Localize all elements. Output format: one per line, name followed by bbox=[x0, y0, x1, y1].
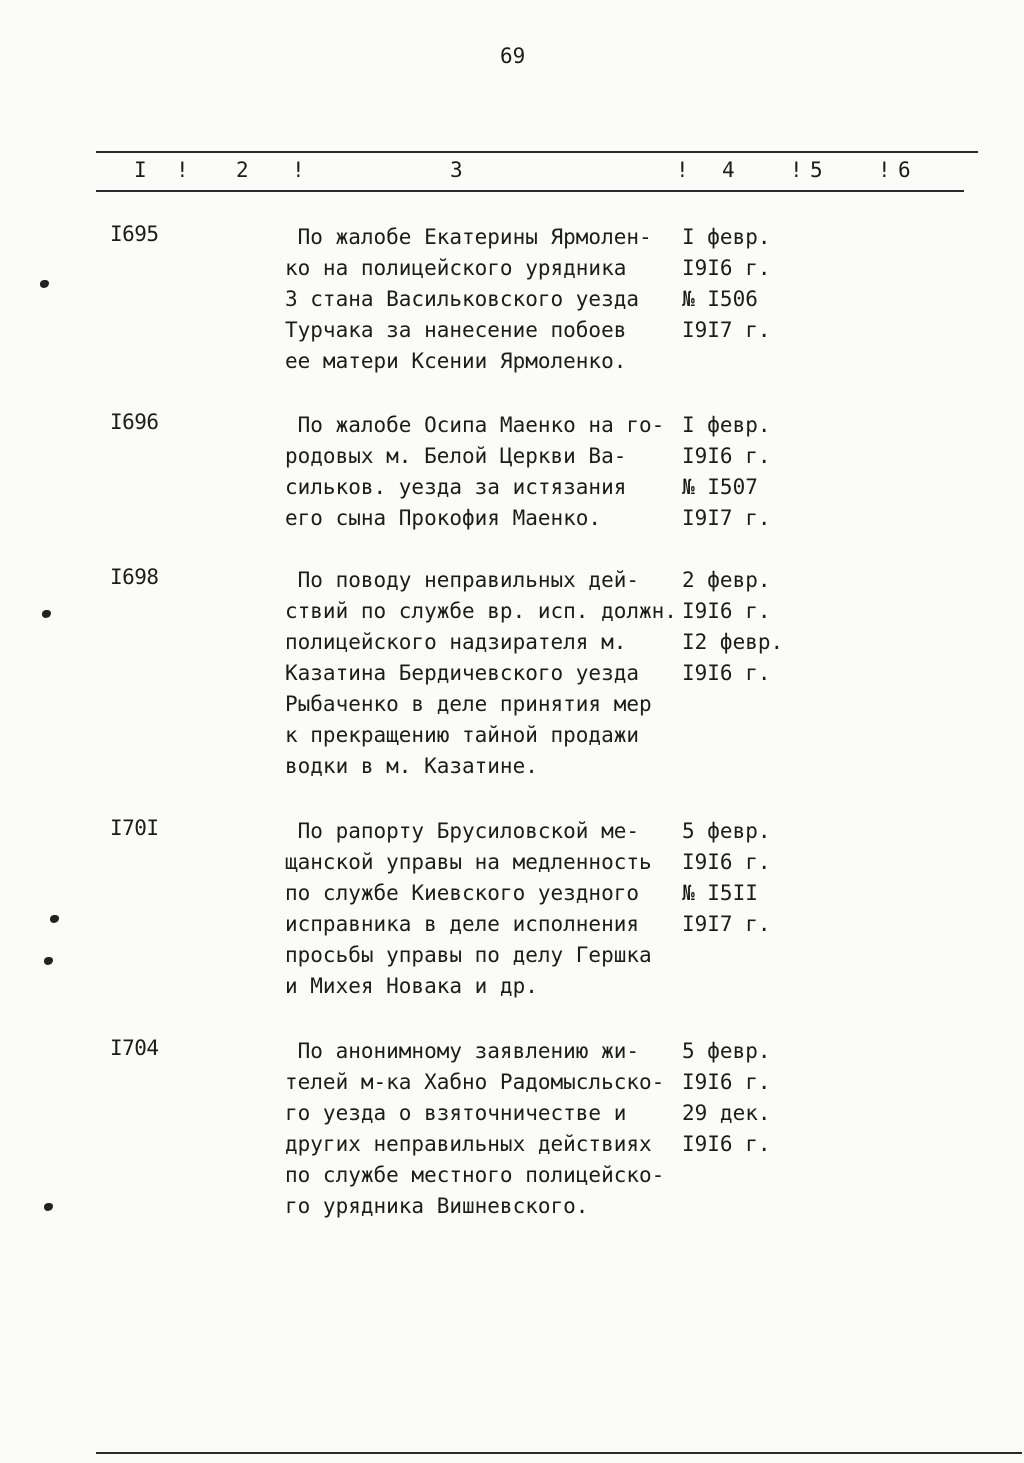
description-line: просьбы управы по делу Гершка bbox=[285, 943, 652, 967]
entry-description bbox=[285, 222, 675, 377]
description-line: родовых м. Белой Церкви Ва- bbox=[285, 444, 627, 468]
column-header-2: 2 bbox=[236, 158, 249, 182]
date-line: I9I7 г. bbox=[682, 912, 771, 936]
date-line: I9I7 г. bbox=[682, 318, 771, 342]
description-line: ко на полицейского урядника bbox=[285, 256, 627, 280]
entry-dates bbox=[682, 565, 792, 689]
date-line: № I5II bbox=[682, 881, 758, 905]
column-separator: ! bbox=[292, 158, 305, 182]
entry-dates bbox=[682, 816, 792, 940]
column-separator: ! bbox=[878, 158, 891, 182]
description-line: По жалобе Осипа Маенко на го- bbox=[285, 413, 665, 437]
column-header-6: 6 bbox=[898, 158, 911, 182]
date-line: № I506 bbox=[682, 287, 758, 311]
description-line: и Михея Новака и др. bbox=[285, 974, 538, 998]
entry-description bbox=[285, 816, 675, 1002]
description-line: ее матери Ксении Ярмоленко. bbox=[285, 349, 627, 373]
entry-description bbox=[285, 410, 675, 534]
description-line: го уезда о взяточничестве и bbox=[285, 1101, 627, 1125]
description-line: 3 стана Васильковского уезда bbox=[285, 287, 640, 311]
date-line: I февр. bbox=[682, 413, 771, 437]
date-line: 29 дек. bbox=[682, 1101, 771, 1125]
description-line: по службе Киевского уездного bbox=[285, 881, 640, 905]
description-line: сильков. уезда за истязания bbox=[285, 475, 627, 499]
description-line: го урядника Вишневского. bbox=[285, 1194, 589, 1218]
entry-dates bbox=[682, 1036, 792, 1160]
column-header-row bbox=[0, 158, 1024, 186]
date-line: I9I6 г. bbox=[682, 444, 771, 468]
date-line: I9I6 г. bbox=[682, 850, 771, 874]
date-line: I9I6 г. bbox=[682, 1070, 771, 1094]
description-line: По жалобе Екатерины Ярмолен- bbox=[285, 225, 652, 249]
binder-hole-mark bbox=[40, 280, 49, 288]
table-top-rule bbox=[96, 151, 978, 153]
binder-hole-mark bbox=[50, 915, 59, 923]
entry-number: I698 bbox=[110, 565, 159, 589]
entry-description bbox=[285, 565, 675, 782]
date-line: № I507 bbox=[682, 475, 758, 499]
description-line: Турчака за нанесение побоев bbox=[285, 318, 627, 342]
column-separator: ! bbox=[676, 158, 689, 182]
binder-hole-mark bbox=[44, 957, 53, 965]
column-separator: ! bbox=[176, 158, 189, 182]
description-line: Рыбаченко в деле принятия мер bbox=[285, 692, 652, 716]
table-header-rule bbox=[96, 190, 964, 192]
date-line: I9I6 г. bbox=[682, 661, 771, 685]
entry-number: I70I bbox=[110, 816, 159, 840]
entry-description bbox=[285, 1036, 675, 1222]
bottom-rule bbox=[96, 1452, 1022, 1454]
date-line: 5 февр. bbox=[682, 819, 771, 843]
description-line: По поводу неправильных дей- bbox=[285, 568, 640, 592]
column-header-3: 3 bbox=[450, 158, 463, 182]
column-header-1: I bbox=[134, 158, 147, 182]
entry-number: I695 bbox=[110, 222, 159, 246]
description-line: ствий по службе вр. исп. должн. bbox=[285, 599, 677, 623]
description-line: Казатина Бердичевского уезда bbox=[285, 661, 640, 685]
page-number: 69 bbox=[500, 44, 526, 68]
binder-hole-mark bbox=[42, 610, 51, 618]
date-line: I9I6 г. bbox=[682, 1132, 771, 1156]
description-line: полицейского надзирателя м. bbox=[285, 630, 627, 654]
column-separator: ! bbox=[790, 158, 803, 182]
binder-hole-mark bbox=[44, 1203, 53, 1211]
description-line: его сына Прокофия Маенко. bbox=[285, 506, 602, 530]
date-line: I9I6 г. bbox=[682, 599, 771, 623]
date-line: 5 февр. bbox=[682, 1039, 771, 1063]
date-line: I февр. bbox=[682, 225, 771, 249]
date-line: I9I7 г. bbox=[682, 506, 771, 530]
description-line: щанской управы на медленность bbox=[285, 850, 652, 874]
date-line: I2 февр. bbox=[682, 630, 784, 654]
description-line: к прекращению тайной продажи bbox=[285, 723, 640, 747]
description-line: водки в м. Казатине. bbox=[285, 754, 538, 778]
entry-number: I704 bbox=[110, 1036, 159, 1060]
date-line: I9I6 г. bbox=[682, 256, 771, 280]
description-line: исправника в деле исполнения bbox=[285, 912, 640, 936]
description-line: по службе местного полицейско- bbox=[285, 1163, 665, 1187]
description-line: По анонимному заявлению жи- bbox=[285, 1039, 640, 1063]
entry-dates bbox=[682, 410, 792, 534]
entry-number: I696 bbox=[110, 410, 159, 434]
column-header-5: 5 bbox=[810, 158, 823, 182]
date-line: 2 февр. bbox=[682, 568, 771, 592]
column-header-4: 4 bbox=[722, 158, 735, 182]
description-line: телей м-ка Хабно Радомысльско- bbox=[285, 1070, 665, 1094]
description-line: других неправильных действиях bbox=[285, 1132, 652, 1156]
description-line: По рапорту Брусиловской ме- bbox=[285, 819, 640, 843]
entry-dates bbox=[682, 222, 792, 346]
